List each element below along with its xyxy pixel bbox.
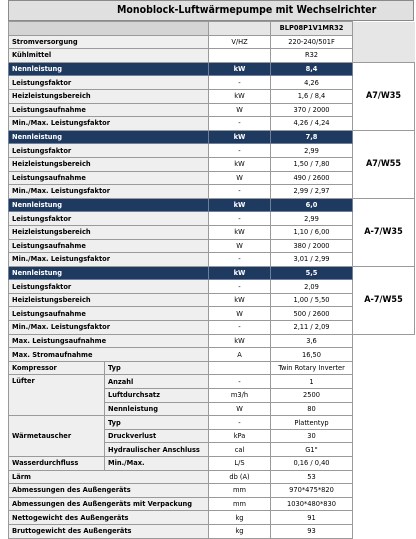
row-label: Heizleistungsbereich xyxy=(9,293,209,307)
row-unit: W xyxy=(209,103,271,117)
row-unit: cal xyxy=(209,443,271,457)
row-value: 1030*480*830 xyxy=(271,497,353,511)
row-label: Bruttogewicht des Außengeräts xyxy=(9,524,209,538)
row-unit: - xyxy=(209,375,271,389)
block-header-row xyxy=(9,266,415,280)
row-value: 4,26 / 4,24 xyxy=(271,117,353,131)
block-header-unit: kW xyxy=(209,62,271,76)
row-value: 1,00 / 5,50 xyxy=(271,293,353,307)
row-value: 0,16 / 0,40 xyxy=(271,457,353,471)
sub-label: Nennleistung xyxy=(105,402,209,416)
row-unit: - xyxy=(209,144,271,158)
row-value: 380 / 2000 xyxy=(271,239,353,253)
row-unit: W xyxy=(209,171,271,185)
row-label: Kühlmittel xyxy=(9,49,209,63)
group-label: Lüfter xyxy=(9,375,105,416)
row-unit: kPa xyxy=(209,429,271,443)
row-unit: kW xyxy=(209,225,271,239)
block-header-value: 8,4 xyxy=(271,62,353,76)
row-unit: m3/h xyxy=(209,389,271,403)
sub-label: Typ xyxy=(105,416,209,430)
row-label: Leistungsfaktor xyxy=(9,212,209,226)
row-label: Min./Max. Leistungsfaktor xyxy=(9,321,209,335)
row-label: Nettogewicht des Außengeräts xyxy=(9,511,209,525)
row-label: Min./Max. Leistungsfaktor xyxy=(9,253,209,267)
row-label: Lärm xyxy=(9,470,209,484)
row-value: 53 xyxy=(271,470,353,484)
row-value: 3,01 / 2,99 xyxy=(271,253,353,267)
row-value: 91 xyxy=(271,511,353,525)
row-value: 1,50 / 7,80 xyxy=(271,157,353,171)
row-unit: W xyxy=(209,239,271,253)
row-unit: - xyxy=(209,280,271,294)
block-header-value: 6,0 xyxy=(271,198,353,212)
row-value: 30 xyxy=(271,429,353,443)
row-label: Abmessungen des Außengeräts xyxy=(9,484,209,498)
sub-label: Luftdurchsatz xyxy=(105,389,209,403)
row-value: G1" xyxy=(271,443,353,457)
row-value: 1,6 / 8,4 xyxy=(271,89,353,103)
row-value: 2,11 / 2,09 xyxy=(271,321,353,335)
row-unit xyxy=(209,49,271,63)
model-label xyxy=(9,22,209,36)
row-unit: kW xyxy=(209,89,271,103)
spec-row xyxy=(9,334,415,348)
model-unit xyxy=(209,22,271,36)
group-label: Wasserdurchfluss xyxy=(9,457,105,471)
sub-label: Typ xyxy=(105,361,209,375)
row-value: 2,09 xyxy=(271,280,353,294)
row-label: Leistungsaufnahme xyxy=(9,307,209,321)
row-unit: mm xyxy=(209,497,271,511)
row-unit: - xyxy=(209,117,271,131)
row-label: Max. Stromaufnahme xyxy=(9,348,209,362)
row-label: Min./Max. Leistungsfaktor xyxy=(9,185,209,199)
block-header-value: 5,5 xyxy=(271,266,353,280)
row-value: Twin Rotary Inverter xyxy=(271,361,353,375)
sub-label: Anzahl xyxy=(105,375,209,389)
row-label: Stromversorgung xyxy=(9,35,209,49)
block-condition-label: A-7/W55 xyxy=(353,266,415,334)
row-value: 1 xyxy=(271,375,353,389)
spacer-cell xyxy=(353,22,415,63)
row-label: Max. Leistungsaufnahme xyxy=(9,334,209,348)
row-label: Abmessungen des Außengeräts mit Verpackung xyxy=(9,497,209,511)
row-label: Heizleistungsbereich xyxy=(9,225,209,239)
row-unit: mm xyxy=(209,484,271,498)
group-label: Wärmetauscher xyxy=(9,416,105,457)
block-header-row xyxy=(9,62,415,76)
row-unit: W xyxy=(209,307,271,321)
row-label: Min./Max. Leistungsfaktor xyxy=(9,117,209,131)
row-label: Heizleistungsbereich xyxy=(9,157,209,171)
row-value: R32 xyxy=(271,49,353,63)
row-unit: - xyxy=(209,253,271,267)
row-value: 80 xyxy=(271,402,353,416)
block-condition-label: A-7/W35 xyxy=(353,198,415,266)
row-value: 370 / 2000 xyxy=(271,103,353,117)
row-value: 2500 xyxy=(271,389,353,403)
model-row xyxy=(9,22,415,36)
block-header-label: Nennleistung xyxy=(9,266,209,280)
row-unit: A xyxy=(209,348,271,362)
block-header-label: Nennleistung xyxy=(9,130,209,144)
row-unit: W xyxy=(209,402,271,416)
row-unit: - xyxy=(209,76,271,90)
row-label: Leistungsfaktor xyxy=(9,144,209,158)
row-unit xyxy=(209,361,271,375)
group-label: Kompressor xyxy=(9,361,105,375)
sub-label: Min./Max. xyxy=(105,457,209,471)
row-unit: - xyxy=(209,212,271,226)
row-unit: V/HZ xyxy=(209,35,271,49)
row-label: Heizleistungsbereich xyxy=(9,89,209,103)
sub-label: Druckverlust xyxy=(105,429,209,443)
row-unit: kW xyxy=(209,334,271,348)
block-header-unit: kW xyxy=(209,130,271,144)
row-unit: kg xyxy=(209,524,271,538)
row-unit: - xyxy=(209,321,271,335)
row-unit: - xyxy=(209,185,271,199)
spec-table xyxy=(8,21,415,539)
row-label: Leistungsfaktor xyxy=(9,280,209,294)
row-value: 4,26 xyxy=(271,76,353,90)
block-header-row xyxy=(9,198,415,212)
row-value: 3,6 xyxy=(271,334,353,348)
row-value: 2,99 xyxy=(271,144,353,158)
row-value: 16,50 xyxy=(271,348,353,362)
row-label: Leistungsfaktor xyxy=(9,76,209,90)
row-value: 970*475*820 xyxy=(271,484,353,498)
row-unit: L/S xyxy=(209,457,271,471)
sub-label: Hydraulischer Anschluss xyxy=(105,443,209,457)
row-label: Leistungsaufnahme xyxy=(9,171,209,185)
row-label: Leistungsaufnahme xyxy=(9,103,209,117)
row-label: Leistungsaufnahme xyxy=(9,239,209,253)
block-header-label: Nennleistung xyxy=(9,62,209,76)
row-unit: - xyxy=(209,416,271,430)
row-value: 2,99 xyxy=(271,212,353,226)
block-header-value: 7,8 xyxy=(271,130,353,144)
block-condition-label: A7/W35 xyxy=(353,62,415,130)
row-value: 93 xyxy=(271,524,353,538)
block-header-unit: kW xyxy=(209,198,271,212)
row-value: Plattentyp xyxy=(271,416,353,430)
row-value: 1,10 / 6,00 xyxy=(271,225,353,239)
row-value: 500 / 2600 xyxy=(271,307,353,321)
block-header-unit: kW xyxy=(209,266,271,280)
row-value: 490 / 2600 xyxy=(271,171,353,185)
row-unit: kg xyxy=(209,511,271,525)
row-unit: kW xyxy=(209,293,271,307)
row-unit: kW xyxy=(209,157,271,171)
block-header-row xyxy=(9,130,415,144)
block-header-label: Nennleistung xyxy=(9,198,209,212)
model-value: BLP08P1V1MR32 xyxy=(271,22,353,36)
row-value: 2,99 / 2,97 xyxy=(271,185,353,199)
sheet-title: Monoblock-Luftwärmepumpe mit Wechselrichter xyxy=(8,0,414,21)
spacer-cell xyxy=(353,334,415,538)
row-value: 220-240/501F xyxy=(271,35,353,49)
block-condition-label: A7/W55 xyxy=(353,130,415,198)
row-unit: db (A) xyxy=(209,470,271,484)
